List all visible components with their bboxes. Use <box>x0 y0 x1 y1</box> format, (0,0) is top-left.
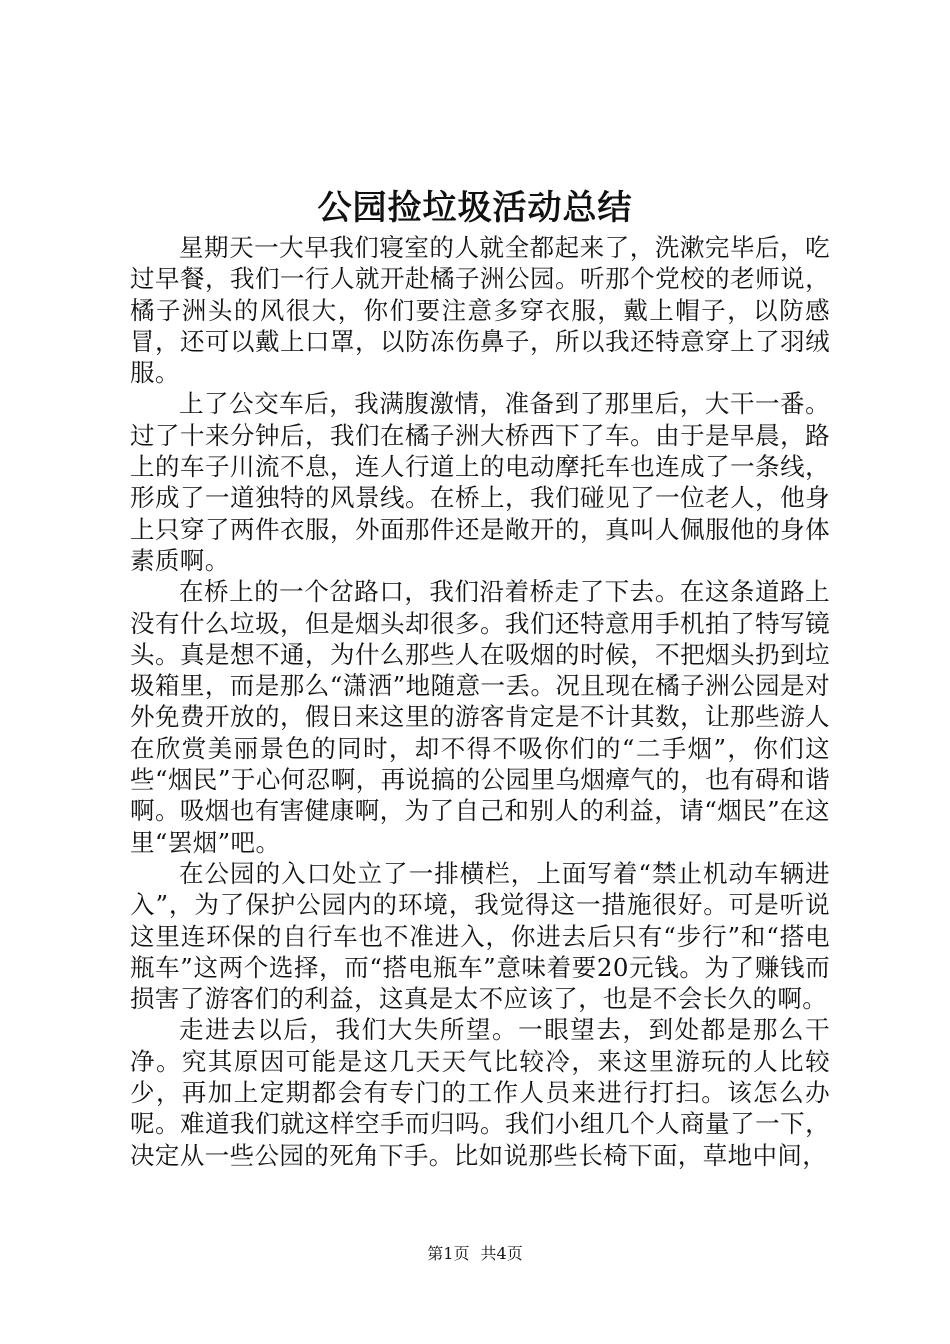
page-footer <box>0 1244 950 1264</box>
page-number: 第1页 <box>427 1244 470 1263</box>
document-body <box>130 232 830 1171</box>
document-title: 公园捡垃圾活动总结 <box>317 188 633 228</box>
paragraph-3: 在桥上的一个岔路口，我们沿着桥走了下去。在这条道路上没有什么垃圾，但是烟头却很多。我们还特意用手机拍了特写镜头。真是想不通，为什么那些人在吸烟的时候，不把烟头扔到垃圾箱里，而是那么“潇洒”地随意一丢。况且现在橘子洲公园是对外免费开放的，假日来这里的游客肯定是不计其数，让那些游人在欣赏美丽景色的同时，却不得不吸你们的“二手烟”，你们这些“烟民”于心何忍啊，再说搞的公园里乌烟瘴气的，也有碍和谐啊。吸烟也有害健康啊，为了自己和别人的利益，请“烟民”在这里“罢烟”吧。 <box>130 577 830 857</box>
page-total: 共4页 <box>480 1244 523 1263</box>
paragraph-5: 走进去以后，我们大失所望。一眼望去，到处都是那么干净。究其原因可能是这几天天气比较冷，来这里游玩的人比较少，再加上定期都会有专门的工作人员来进行打扫。该怎么办呢。难道我们就这样空手而归吗。我们小组几个人商量了一下，决定从一些公园的死角下手。比如说那些长椅下面，草地中间， <box>130 1015 830 1170</box>
paragraph-1: 星期天一大早我们寝室的人就全都起来了，洗漱完毕后，吃过早餐，我们一行人就开赴橘子洲公园。听那个党校的老师说，橘子洲头的风很大，你们要注意多穿衣服，戴上帽子，以防感冒，还可以戴上口罩，以防冻伤鼻子，所以我还特意穿上了羽绒服。 <box>130 233 830 388</box>
paragraph-4: 在公园的入口处立了一排横栏，上面写着“禁止机动车辆进入”，为了保护公园内的环境，我觉得这一措施很好。可是听说这里连环保的自行车也不准进入，你进去后只有“步行”和“搭电瓶车”这两个选择，而“搭电瓶车”意味着要20元钱。为了赚钱而损害了游客们的利益，这真是太不应该了，也是不会长久的啊。 <box>130 858 830 1014</box>
paragraph-2: 上了公交车后，我满腹激情，准备到了那里后，大干一番。过了十来分钟后，我们在橘子洲大桥西下了车。由于是早晨，路上的车子川流不息，连人行道上的电动摩托车也连成了一条线，形成了一道独特的风景线。在桥上，我们碰见了一位老人，他身上只穿了两件衣服，外面那件还是敞开的，真叫人佩服他的身体素质啊。 <box>130 389 830 575</box>
